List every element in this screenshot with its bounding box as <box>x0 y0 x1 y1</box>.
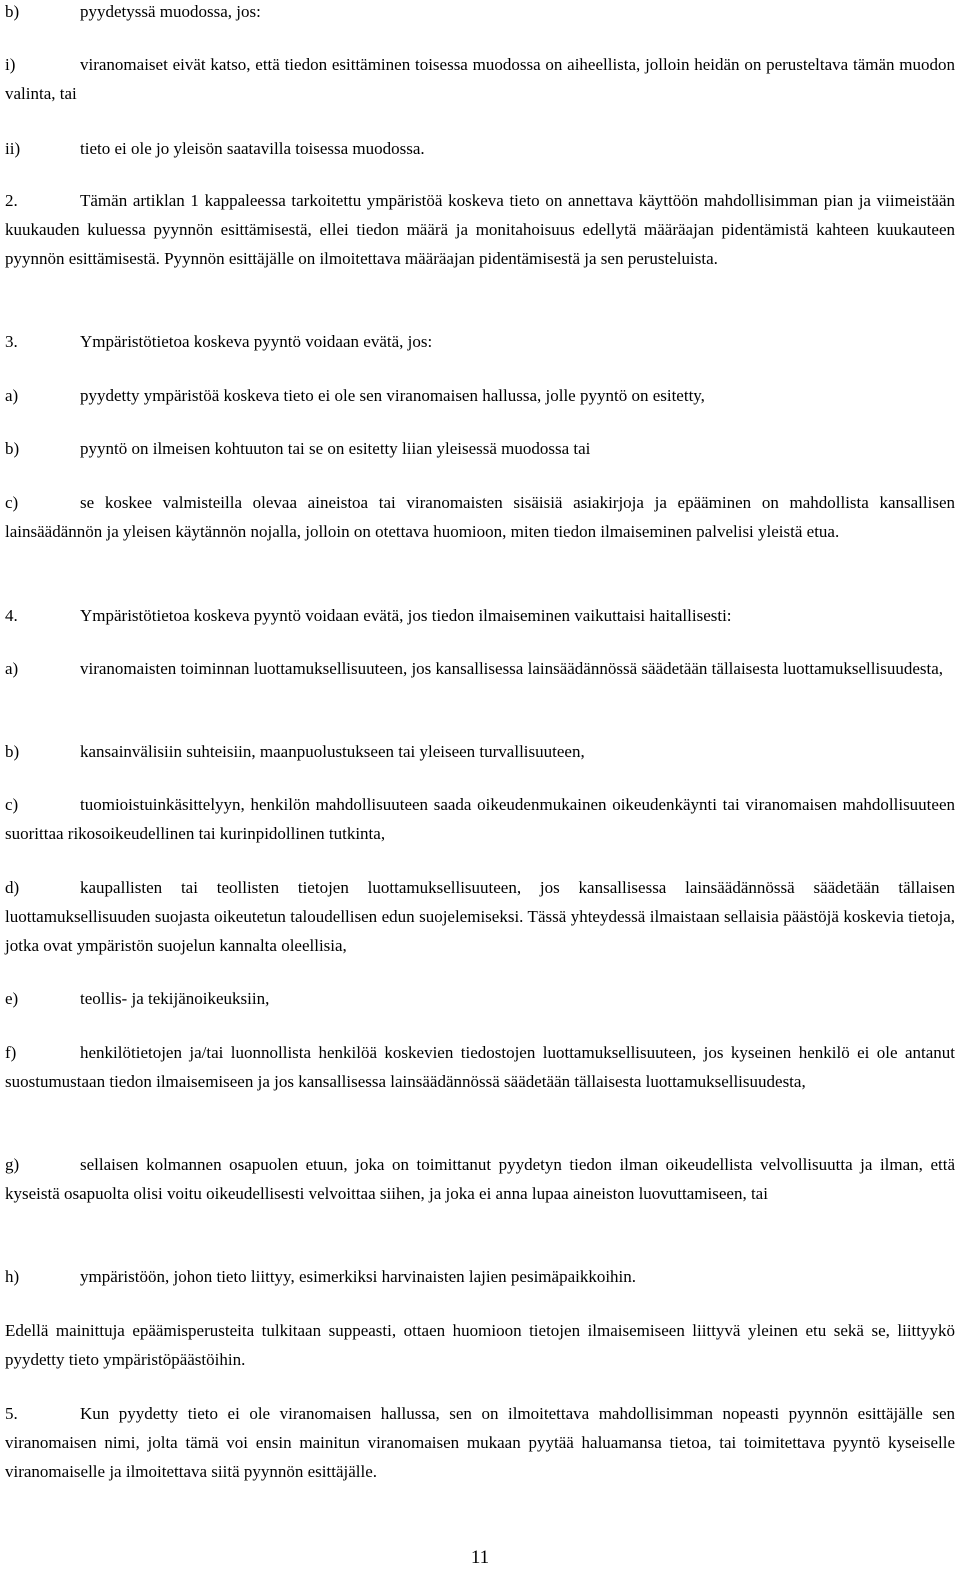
item-text: pyyntö on ilmeisen kohtuuton tai se on esitetty liian yleisessä muodossa tai <box>80 439 591 458</box>
item-text: tuomioistuinkäsittelyyn, henkilön mahdollisuuteen saada oikeudenmukainen oikeudenkäynti tai viranomaisen mahdollisuuteen suorittaa rikosoikeudellinen tai kurinpidollinen tutkinta, <box>5 795 955 843</box>
item-label: d) <box>5 878 20 897</box>
item-label: c) <box>5 493 19 512</box>
paragraph-ii <box>5 134 955 163</box>
paragraph-3 <box>5 327 955 356</box>
item-text: se koskee valmisteilla olevaa aineistoa tai viranomaisten sisäisiä asiakirjoja ja epääminen on mahdollista kansallisen lainsäädännön ja yleisen käytännön nojalla, jolloin on otettava huomioon, miten tiedon ilmaiseminen palvelisi yleistä etua. <box>5 493 955 541</box>
item-text: Kun pyydetty tieto ei ole viranomaisen hallussa, sen on ilmoitettava mahdollisimman nopeasti pyynnön esittäjälle sen viranomaisen nimi, jolta tämä voi ensin mainitun viranomaisen mukaan pyytää haluamansa tietoa, tai toimitettava pyyntö kyseiselle viranomaiselle ja ilmoitettava siitä pyynnön esittäjälle. <box>5 1404 955 1481</box>
item-label: 2. <box>5 191 18 210</box>
paragraph-2 <box>5 186 955 273</box>
item-label: 3. <box>5 332 18 351</box>
paragraph-3c <box>5 488 955 546</box>
item-label: 4. <box>5 606 18 625</box>
paragraph-4d <box>5 873 955 960</box>
paragraph-b-form <box>5 0 955 26</box>
paragraph-4-summary <box>5 1316 955 1374</box>
paragraph-4e <box>5 984 955 1013</box>
paragraph-4b <box>5 737 955 766</box>
item-text: teollis- ja tekijänoikeuksiin, <box>80 989 270 1008</box>
item-label: b) <box>5 439 20 458</box>
item-text: Edellä mainittuja epäämisperusteita tulkitaan suppeasti, ottaen huomioon tietojen ilmaisemiseen liittyvä yleinen etu sekä se, liittyykö pyydetty tieto ympäristöpäästöihin. <box>5 1321 955 1369</box>
paragraph-3b <box>5 434 955 463</box>
item-label: 5. <box>5 1404 18 1423</box>
item-text: sellaisen kolmannen osapuolen etuun, joka on toimittanut pyydetyn tiedon ilman oikeudellista velvollisuutta ja ilman, että kyseistä osapuolta olisi voitu oikeudellisesti velvoittaa siihen, ja joka ei anna lupaa aineiston luovuttamiseen, tai <box>5 1155 955 1203</box>
item-text: tieto ei ole jo yleisön saatavilla toisessa muodossa. <box>80 139 425 158</box>
paragraph-5 <box>5 1399 955 1486</box>
paragraph-4a <box>5 654 955 683</box>
item-label: a) <box>5 386 19 405</box>
paragraph-4 <box>5 601 955 630</box>
item-label: e) <box>5 989 19 1008</box>
item-text: kansainvälisiin suhteisiin, maanpuolustukseen tai yleiseen turvallisuuteen, <box>80 742 585 761</box>
paragraph-4c <box>5 790 955 848</box>
item-label: f) <box>5 1043 17 1062</box>
item-label: a) <box>5 659 19 678</box>
paragraph-3a <box>5 381 955 410</box>
item-label: g) <box>5 1155 20 1174</box>
paragraph-4h <box>5 1262 955 1291</box>
item-text: pyydetyssä muodossa, jos: <box>80 2 261 21</box>
item-text: pyydetty ympäristöä koskeva tieto ei ole sen viranomaisen hallussa, jolle pyyntö on esitetty, <box>80 386 705 405</box>
item-text: Tämän artiklan 1 kappaleessa tarkoitettu ympäristöä koskeva tieto on annettava käyttöön mahdollisimman pian ja viimeistään kuukauden kuluessa pyynnön esittämisestä, ellei tiedon määrä ja monitahoisuus edellytä määräajan pidentämistä kahteen kuukauteen pyynnön esittämisestä. Pyynnön esittäjälle on ilmoitettava määräajan pidentämisestä ja sen perusteluista. <box>5 191 955 268</box>
paragraph-4g <box>5 1150 955 1208</box>
item-text: henkilötietojen ja/tai luonnollista henkilöä koskevien tiedostojen luottamuksellisuuteen, jos kyseinen henkilö ei ole antanut suostumustaan tiedon ilmaisemiseen ja jos kansallisessa lainsäädännössä säädetään tällaisesta luottamuksellisuudesta, <box>5 1043 955 1091</box>
item-text: ympäristöön, johon tieto liittyy, esimerkiksi harvinaisten lajien pesimäpaikkoihin. <box>80 1267 637 1286</box>
item-text: Ympäristötietoa koskeva pyyntö voidaan evätä, jos: <box>80 332 433 351</box>
item-label: h) <box>5 1267 20 1286</box>
item-label: b) <box>5 742 20 761</box>
item-text: viranomaiset eivät katso, että tiedon esittäminen toisessa muodossa on aiheellista, jolloin heidän on perusteltava tämän muodon valinta, tai <box>5 55 955 103</box>
item-text: viranomaisten toiminnan luottamuksellisuuteen, jos kansallisessa lainsäädännössä säädetään tällaisesta luottamuksellisuudesta, <box>80 659 944 678</box>
item-text: kaupallisten tai teollisten tietojen luottamuksellisuuteen, jos kansallisessa lainsäädännössä säädetään tällaisen luottamuksellisuuden suojasta oikeutetun taloudellisen edun suojelemiseksi. Tässä yhteydessä ilmaistaan sellaisia päästöjä koskevia tietoja, jotka ovat ympäristön suojelun kannalta oleellisia, <box>5 878 955 955</box>
item-label: i) <box>5 55 16 74</box>
paragraph-i <box>5 50 955 108</box>
item-text: Ympäristötietoa koskeva pyyntö voidaan evätä, jos tiedon ilmaiseminen vaikuttaisi haitallisesti: <box>80 606 732 625</box>
paragraph-4f <box>5 1038 955 1096</box>
page-number: 11 <box>470 1547 490 1568</box>
item-label: c) <box>5 795 19 814</box>
item-label: b) <box>5 2 20 21</box>
item-label: ii) <box>5 139 21 158</box>
